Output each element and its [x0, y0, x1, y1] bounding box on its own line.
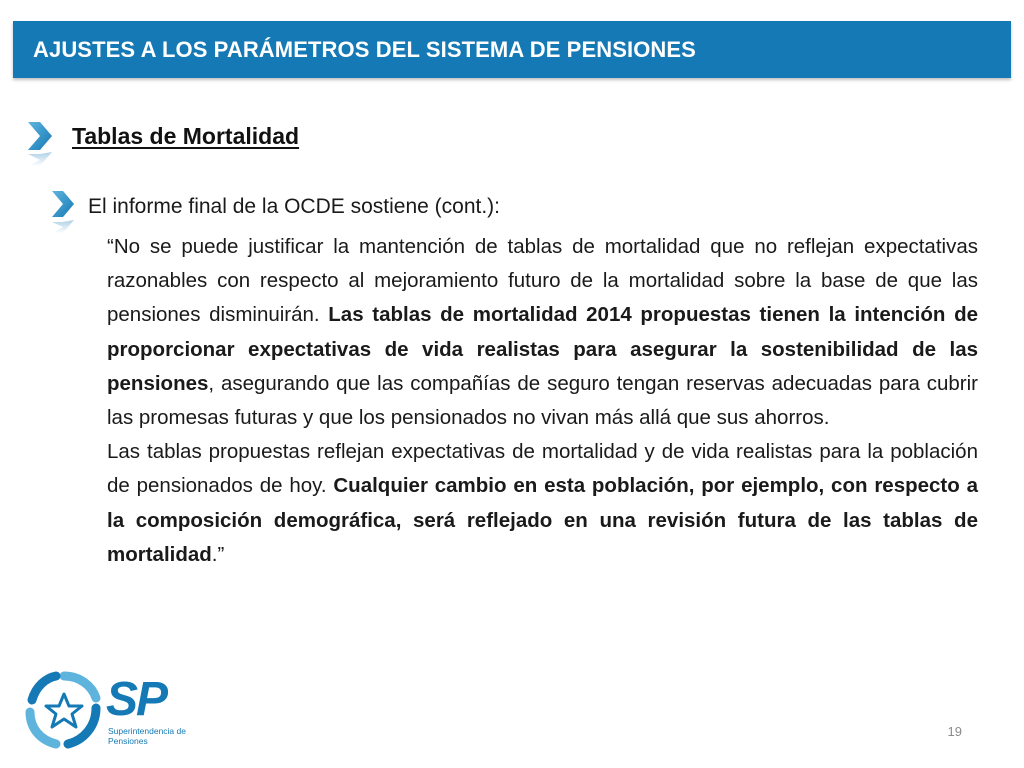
quote-p1-text-c: , asegurando que las compañías de seguro tengan reservas adecuadas para cubrir las promesas futuras y que los pensionados no vivan más allá que sus ahorros.	[107, 371, 978, 430]
quote-p2-bold: Cualquier cambio en esta población, por ejemplo, con respecto a la composición demográfica, será reflejado en una revisión futura de las tablas de mortalidad	[107, 474, 978, 566]
subheading: El informe final de la OCDE sostiene (cont.):	[88, 195, 501, 218]
section-heading: Tablas de Mortalidad	[72, 123, 300, 149]
quote-p1-bold: Las tablas de mortalidad 2014 propuestas tienen la intención de proporcionar expectativas de vida realistas para asegurar la sostenibilidad de las pensiones	[107, 303, 978, 395]
sp-logo-icon	[22, 668, 106, 752]
quote-p2-text-a: Las tablas propuestas reflejan expectativas de mortalidad y de vida realistas para la población de pensionados de hoy.	[107, 440, 978, 498]
logo-line-2: Pensiones	[108, 736, 148, 746]
logo-abbreviation: SP	[106, 673, 167, 726]
quote-p2-text-c: .”	[211, 542, 225, 566]
quote-p1-text-a: “No se puede justificar la mantención de tablas de mortalidad que no reflejan expectativas razonables con respecto al mejoramiento futuro de la mortalidad sobre la base de que las pensiones disminuirán.	[107, 235, 978, 327]
chevron-right-icon	[26, 120, 56, 168]
quote-block	[107, 230, 978, 572]
slide-title: AJUSTES A LOS PARÁMETROS DEL SISTEMA DE PENSIONES	[33, 37, 696, 62]
logo-line-1: Superintendencia de	[108, 726, 186, 736]
logo-subtitle	[108, 726, 186, 746]
title-bar	[13, 21, 1011, 78]
chevron-right-icon	[50, 189, 78, 235]
quote-paragraph-1	[107, 230, 978, 435]
page-number: 19	[947, 724, 962, 739]
sp-logo	[22, 668, 222, 760]
quote-paragraph-2	[107, 435, 978, 572]
